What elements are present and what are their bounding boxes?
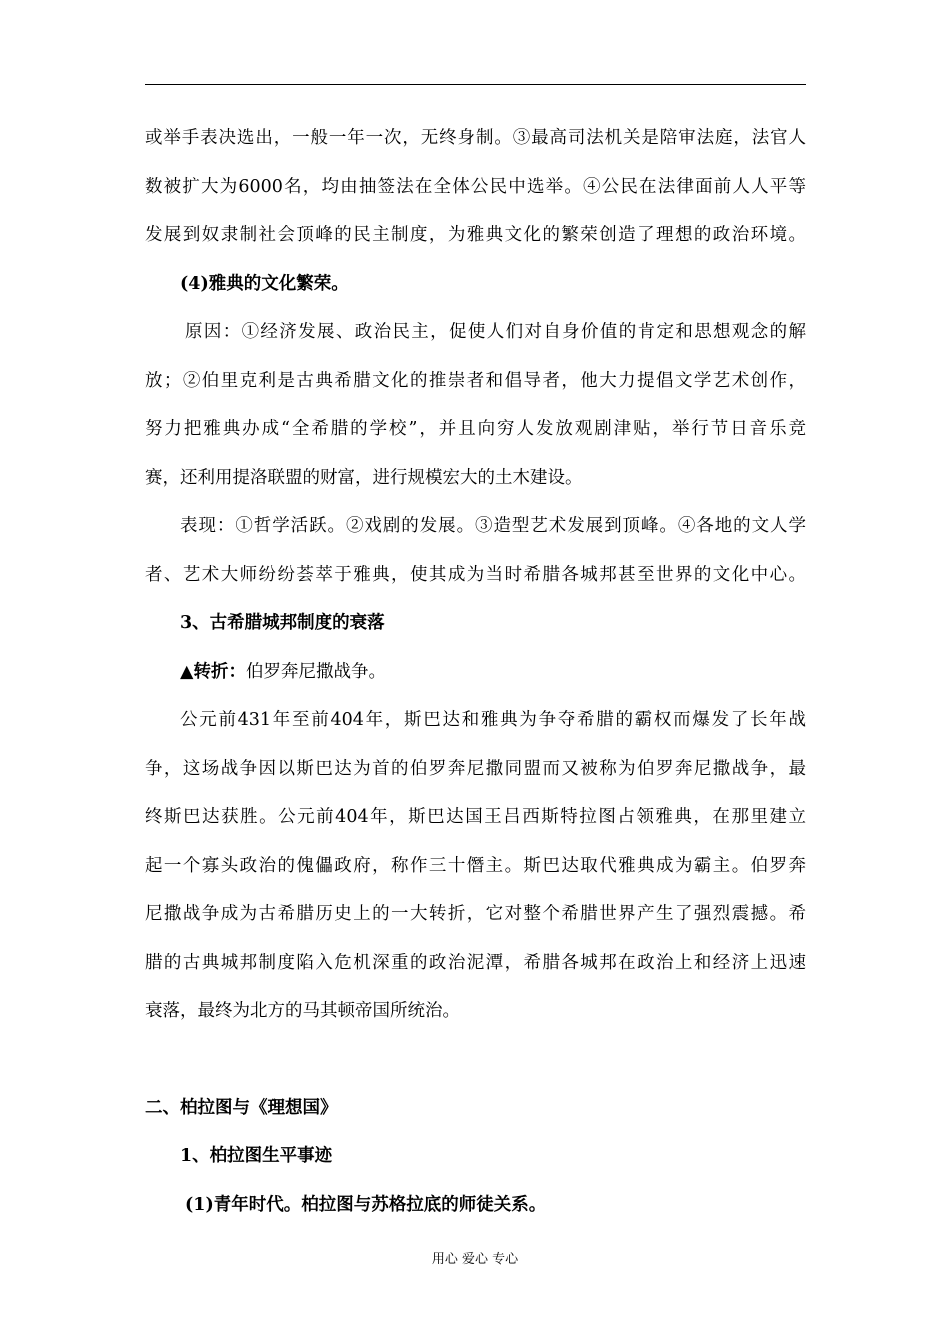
blank-line bbox=[145, 1036, 806, 1084]
section-heading-plato: 二、柏拉图与《理想国》 bbox=[145, 1097, 338, 1118]
performance-line: 表现：①哲学活跃。②戏剧的发展。③造型艺术发展到顶峰。④各地的文人学 bbox=[180, 516, 806, 536]
war-line: 公元前431年至前404年，斯巴达和雅典为争夺希腊的霸权而爆发了长年战 bbox=[180, 710, 806, 730]
war-line: 衰落，最终为北方的马其顿帝国所统治。 bbox=[145, 1001, 460, 1021]
section-heading-youth: (1)青年时代。柏拉图与苏格拉底的师徒关系。 bbox=[185, 1194, 547, 1215]
section-heading-plato-life: 1、柏拉图生平事迹 bbox=[180, 1146, 333, 1166]
war-line: 终斯巴达获胜。公元前404年，斯巴达国王吕西斯特拉图占领雅典，在那里建立 bbox=[145, 807, 806, 827]
section-heading-decline: 3、古希腊城邦制度的衰落 bbox=[180, 613, 385, 633]
turning-text: 伯罗奔尼撒战争。 bbox=[245, 661, 386, 682]
war-line: 尼撒战争成为古希腊历史上的一大转折，它对整个希腊世界产生了强烈震撼。希 bbox=[145, 904, 806, 924]
reason-line: 放；②伯里克利是古典希腊文化的推崇者和倡导者，他大力提倡文学艺术创作， bbox=[145, 370, 806, 391]
reason-line: 努力把雅典办成“全希腊的学校”，并且向穷人发放观剧津贴，举行节日音乐竞 bbox=[145, 419, 806, 439]
turning-point-line bbox=[145, 648, 806, 697]
war-line: 争，这场战争因以斯巴达为首的伯罗奔尼撒同盟而又被称为伯罗奔尼撒战争，最 bbox=[145, 758, 806, 779]
war-line: 起一个寡头政治的傀儡政府，称作三十僭主。斯巴达取代雅典成为霸主。伯罗奔 bbox=[145, 855, 806, 876]
performance-line: 者、艺术大师纷纷荟萃于雅典，使其成为当时希腊各城邦甚至世界的文化中心。 bbox=[145, 564, 806, 585]
page-body bbox=[145, 114, 806, 1229]
body-line: 或举手表决选出，一般一年一次，无终身制。③最高司法机关是陪审法庭，法官人 bbox=[145, 128, 806, 148]
page-footer: 用心 爱心 专心 bbox=[431, 1252, 519, 1267]
body-line: 发展到奴隶制社会顶峰的民主制度，为雅典文化的繁荣创造了理想的政治环境。 bbox=[145, 225, 806, 245]
turning-label: ▲转折： bbox=[180, 661, 246, 682]
reason-line: 赛，还利用提洛联盟的财富，进行规模宏大的土木建设。 bbox=[145, 467, 583, 488]
header-rule bbox=[145, 84, 806, 85]
war-line: 腊的古典城邦制度陷入危机深重的政治泥潭，希腊各城邦在政治上和经济上迅速 bbox=[145, 952, 806, 973]
body-line: 数被扩大为6000名，均由抽签法在全体公民中选举。④公民在法律面前人人平等 bbox=[145, 176, 806, 197]
section-heading-culture: (4)雅典的文化繁荣。 bbox=[180, 273, 349, 294]
reason-line: 原因：①经济发展、政治民主，促使人们对自身价值的肯定和思想观念的解 bbox=[185, 322, 806, 342]
